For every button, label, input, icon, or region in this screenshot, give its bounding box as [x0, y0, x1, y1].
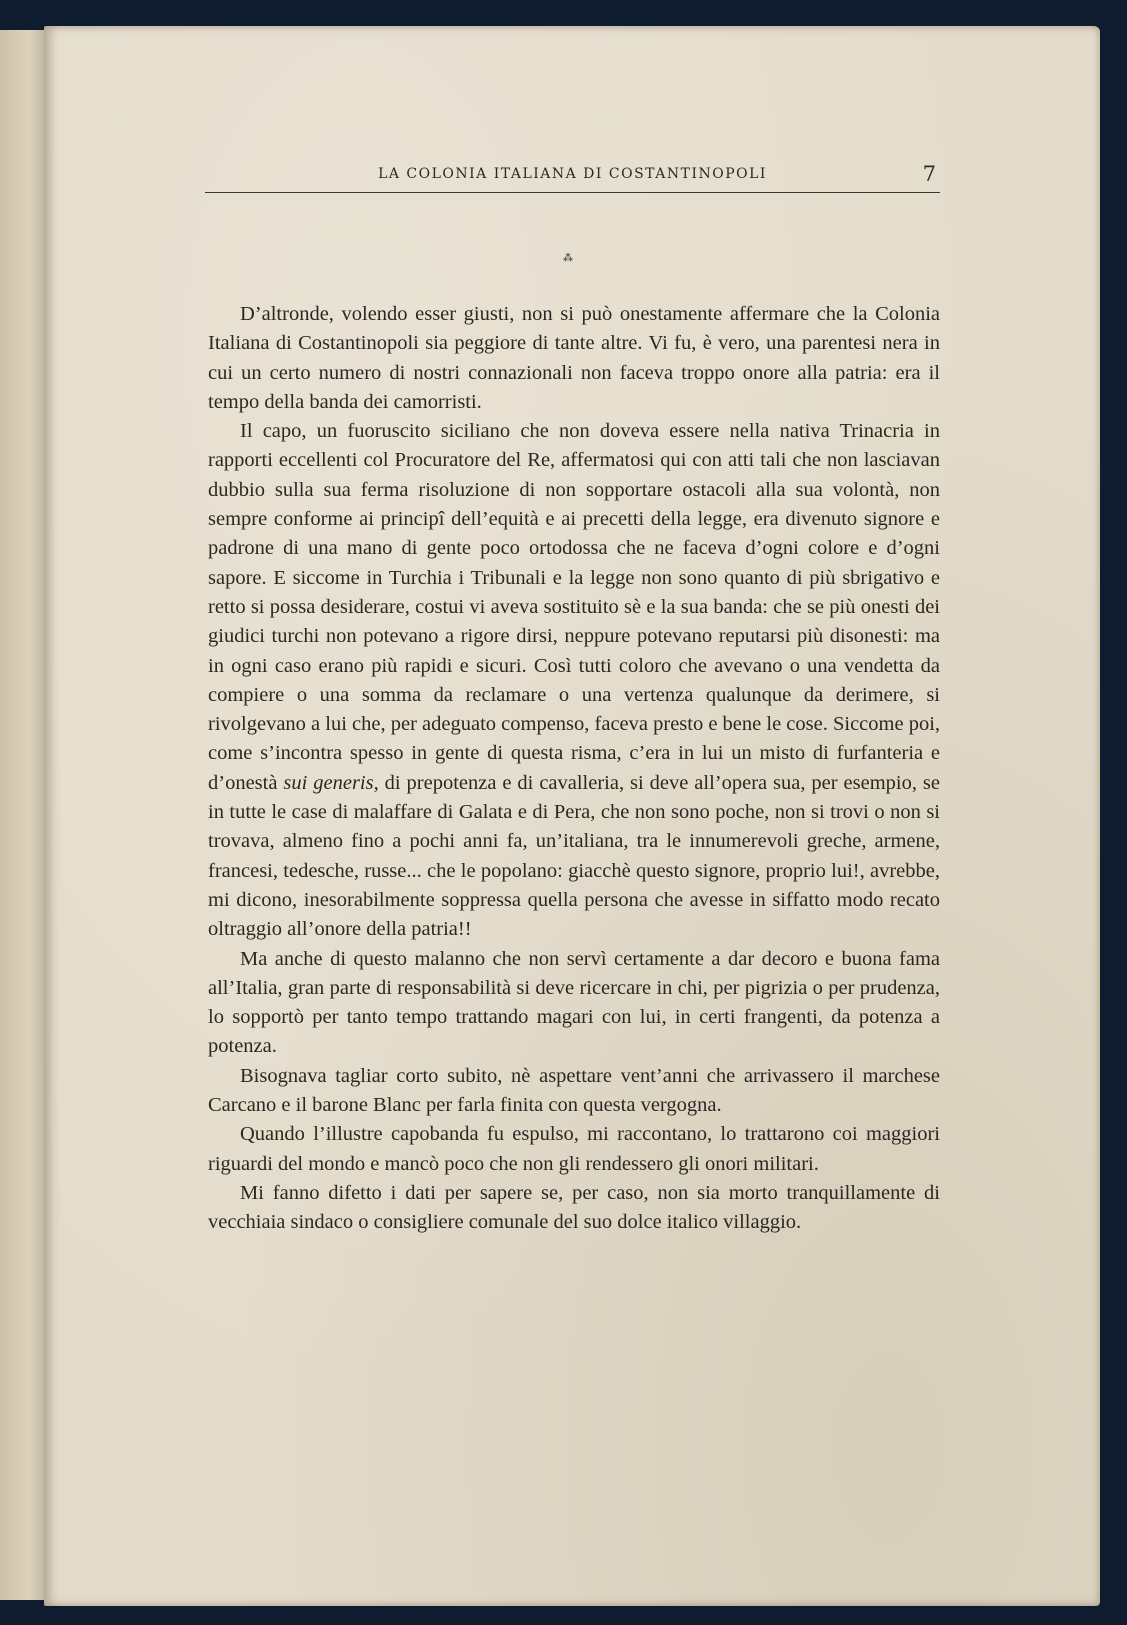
running-header	[205, 162, 940, 193]
paragraph-2-part-1: Il capo, un fuoruscito siciliano che non doveva essere nella nativa Trinacria in rapporti eccellenti col Procuratore del Re, affermatosi qui con atti tali che non lasciavan dubbio sulla sua ferma risoluzione di non sopportare ostacoli alla sua volontà, non sempre conforme ai principî dell’equità e ai precetti della legge, era divenuto signore e padrone di una mano di gente poco ortodossa che ne faceva d’ogni colore e d’ogni sapore. E siccome in Turchia i Tribunali e la legge non sono quanto di più sbrigativo e retto si possa desiderare, costui vi aveva sostituito sè e la sua banda: che se più onesti dei giudici turchi non potevano a rigore dirsi, neppure potevano reputarsi più disonesti: ma in ogni caso erano più rapidi e sicuri. Così tutti coloro che avevano o una vendetta da compiere o una somma da reclamare o una vertenza qualunque da derimere, si rivolgevano a lui che, per adeguato compenso, faceva presto e bene le cose. Siccome poi, come s’incontra spesso in gente di questa risma, c’era in lui un misto di furfanteria e d’onestà	[208, 420, 941, 794]
paragraph-2-part-2: di prepotenza e di cavalleria, si deve all’opera sua, per esempio, se in tutte le case di malaffare di Galata e di Pera, che non sono poche, non si trovi o non si trovava, almeno fino a pochi anni fa, un’italiana, tra le innumerevoli greche, armene, francesi, tedesche, russe... che le popolano: giacchè questo signore, proprio lui!, avrebbe, mi dicono, inesorabilmente soppressa quella persona che avesse in siffatto modo recato oltraggio all’onore della patria!!	[208, 771, 940, 941]
running-title: LA COLONIA ITALIANA DI COSTANTINOPOLI	[378, 166, 767, 182]
paragraph-5: Quando l’illustre capobanda fu espulso, mi raccontano, lo trattarono coi maggiori riguardi del mondo e mancò poco che non gli rendessero gli onori militari.	[208, 1123, 940, 1175]
paragraph-2	[208, 417, 940, 944]
asterism-ornament: ⁂	[563, 253, 573, 264]
italic-phrase: sui generis,	[283, 771, 379, 794]
page-number: 7	[922, 162, 936, 186]
paragraph-6: Mi fanno difetto i dati per sapere se, per caso, non sia morto tranquillamente di vecchiaia sindaco o consigliere comunale del suo dolce italico villaggio.	[208, 1181, 940, 1234]
paragraph-3: Ma anche di questo malanno che non servì certamente a dar decoro e buona fama all’Italia, gran parte di responsabilità si deve ricercare in chi, per pigrizia o per prudenza, lo sopportò per tanto tempo trattando magari con lui, in certi frangenti, da potenza a potenza.	[208, 947, 940, 1058]
paragraph-1: D’altronde, volendo esser giusti, non si può onestamente affermare che la Colonia Italiana di Costantinopoli sia peggiore di tante altre. Vi fu, è vero, una parentesi nera in cui un certo numero di nostri connazionali non faceva troppo onore alla patria: era il tempo della banda dei camorristi.	[208, 303, 940, 413]
body-text	[208, 300, 940, 1238]
paragraph-4: Bisognava tagliar corto subito, nè aspettare vent’anni che arrivassero il marchese Carcano e il barone Blanc per farla finita con questa vergogna.	[208, 1064, 940, 1117]
